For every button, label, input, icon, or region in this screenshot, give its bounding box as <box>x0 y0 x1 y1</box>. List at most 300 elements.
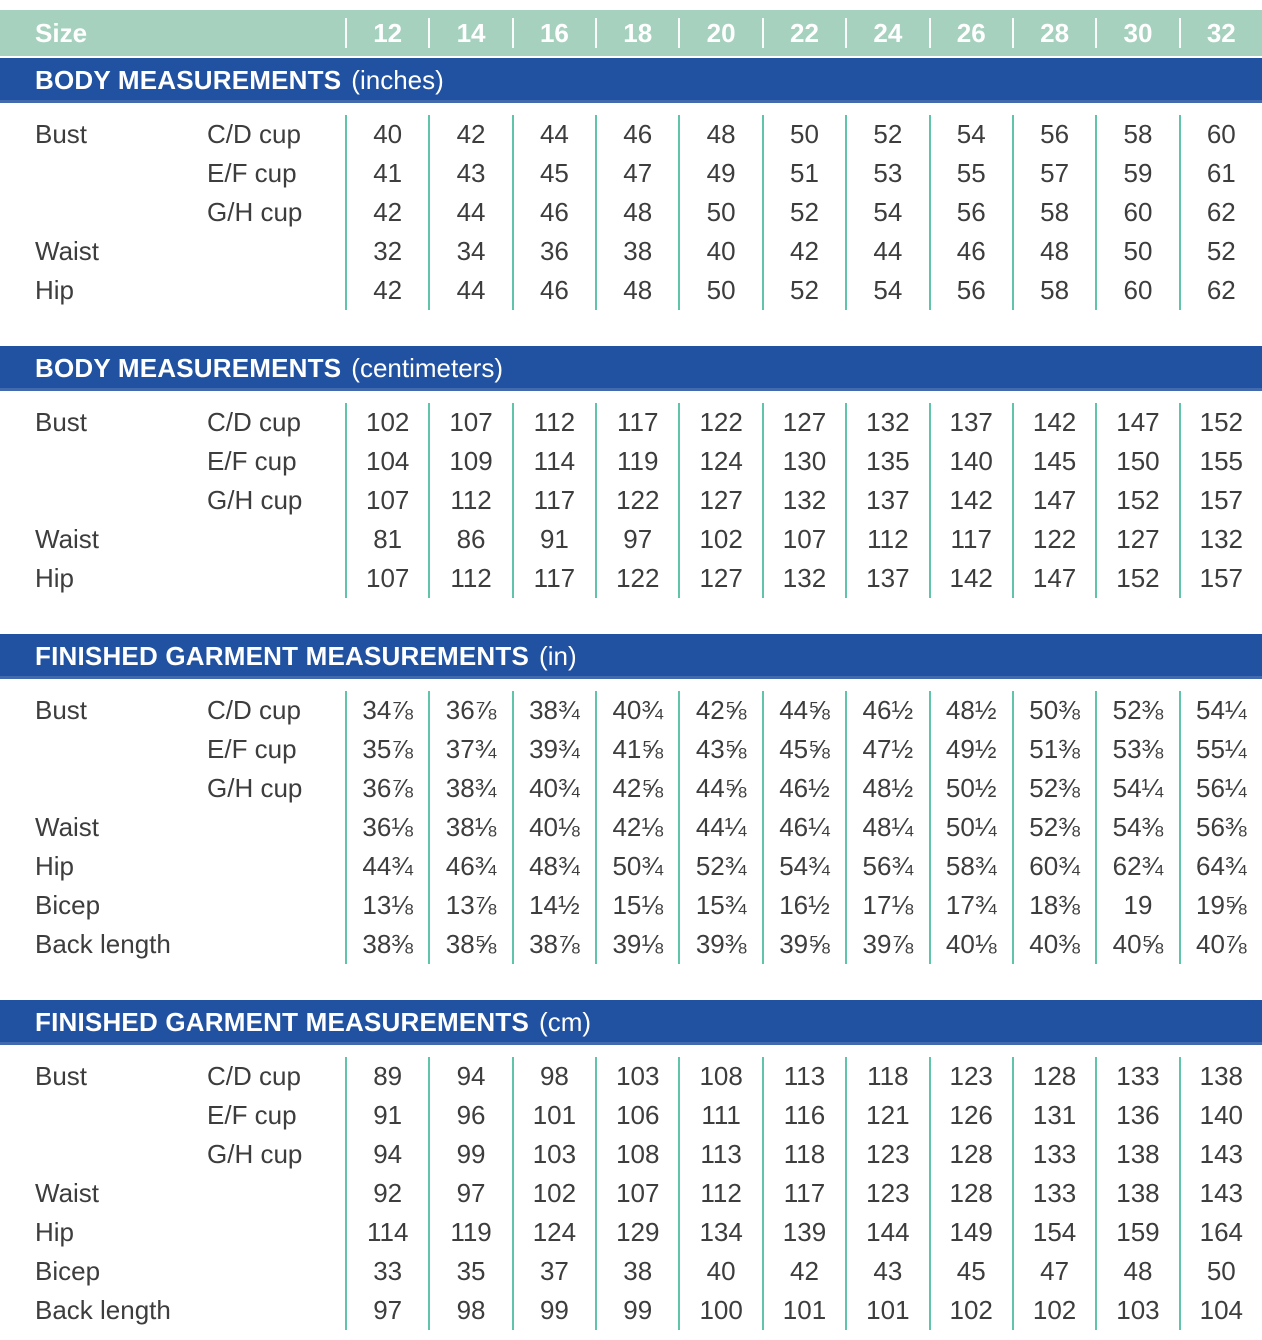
measurement-value-cell: 109 <box>428 442 511 481</box>
row-label <box>0 769 205 808</box>
size-label: Size <box>35 17 88 48</box>
measurement-value-cell: 50⅜ <box>1012 691 1095 730</box>
measurement-value-cell: 45⅝ <box>762 730 845 769</box>
measurement-value-cell: 50 <box>678 193 761 232</box>
measurement-value-cell: 54⅜ <box>1095 808 1178 847</box>
row-sublabel <box>205 232 345 271</box>
measurement-value-cell: 114 <box>345 1213 428 1252</box>
row-sublabel <box>205 559 345 598</box>
measurement-value-cell: 38 <box>595 232 678 271</box>
measurement-value-cell: 127 <box>1095 520 1178 559</box>
measurement-value-cell: 48½ <box>845 769 928 808</box>
row-sublabel <box>205 925 345 964</box>
measurement-value-cell: 127 <box>678 559 761 598</box>
table-rows <box>0 103 1262 320</box>
table-rows <box>0 1045 1262 1340</box>
measurement-value-cell: 13⅛ <box>345 886 428 925</box>
measurement-value-cell: 18⅜ <box>1012 886 1095 925</box>
measurement-value-cell: 35⅞ <box>345 730 428 769</box>
measurement-value-cell: 46 <box>595 115 678 154</box>
measurement-value-cell: 40⅝ <box>1095 925 1178 964</box>
measurement-value-cell: 46¼ <box>762 808 845 847</box>
measurement-value-cell: 94 <box>345 1135 428 1174</box>
row-sublabel <box>205 808 345 847</box>
measurement-value-cell: 50 <box>1095 232 1178 271</box>
measurement-value-cell: 39⅜ <box>678 925 761 964</box>
measurement-value-cell: 103 <box>512 1135 595 1174</box>
measurement-value-cell: 44 <box>845 232 928 271</box>
measurement-value-cell: 52 <box>762 271 845 310</box>
measurement-value-cell: 48 <box>595 193 678 232</box>
measurement-value-cell: 81 <box>345 520 428 559</box>
measurement-value-cell: 42 <box>345 271 428 310</box>
measurement-value-cell: 128 <box>929 1174 1012 1213</box>
measurement-value-cell: 39¾ <box>512 730 595 769</box>
size-column-header: 22 <box>762 18 845 48</box>
row-label: Bust <box>35 407 88 437</box>
row-sublabel: C/D cup <box>207 407 301 437</box>
measurement-value-cell: 98 <box>512 1057 595 1096</box>
measurement-value-cell: 44 <box>512 115 595 154</box>
measurement-value-cell: 42⅝ <box>595 769 678 808</box>
measurement-value-cell: 91 <box>345 1096 428 1135</box>
section-unit-label: (in) <box>539 641 577 671</box>
measurement-value-cell: 50¾ <box>595 847 678 886</box>
measurement-value-cell: 60¾ <box>1012 847 1095 886</box>
measurement-value-cell: 123 <box>845 1174 928 1213</box>
row-label: Waist <box>35 812 100 842</box>
measurement-value-cell: 19 <box>1095 886 1178 925</box>
measurement-value-cell: 41 <box>345 154 428 193</box>
measurement-value-cell: 64¾ <box>1179 847 1262 886</box>
row-label: Back length <box>35 1295 171 1325</box>
measurement-value-cell: 36⅛ <box>345 808 428 847</box>
row-sublabel: C/D cup <box>207 695 301 725</box>
size-column-header: 12 <box>345 18 428 48</box>
measurement-value-cell: 52⅜ <box>1012 808 1095 847</box>
measurement-value-cell: 46 <box>512 193 595 232</box>
measurement-value-cell: 138 <box>1095 1135 1178 1174</box>
measurement-value-cell: 54¼ <box>1179 691 1262 730</box>
row-label: Waist <box>35 1178 100 1208</box>
measurement-value-cell: 40⅛ <box>929 925 1012 964</box>
measurement-value-cell: 51 <box>762 154 845 193</box>
measurement-value-cell: 34⅞ <box>345 691 428 730</box>
measurement-value-cell: 112 <box>428 559 511 598</box>
section-unit-label: (centimeters) <box>351 353 503 383</box>
measurement-value-cell: 132 <box>1179 520 1262 559</box>
measurement-value-cell: 138 <box>1095 1174 1178 1213</box>
measurement-value-cell: 123 <box>929 1057 1012 1096</box>
row-label <box>0 442 205 481</box>
measurement-value-cell: 60 <box>1095 271 1178 310</box>
measurement-table <box>0 58 1262 320</box>
measurement-value-cell: 123 <box>845 1135 928 1174</box>
measurement-value-cell: 101 <box>845 1291 928 1330</box>
measurement-value-cell: 107 <box>762 520 845 559</box>
measurement-value-cell: 117 <box>929 520 1012 559</box>
measurement-value-cell: 44 <box>428 193 511 232</box>
measurement-value-cell: 121 <box>845 1096 928 1135</box>
measurement-value-cell: 40⅜ <box>1012 925 1095 964</box>
measurement-value-cell: 132 <box>845 403 928 442</box>
section-header-bar <box>0 1000 1262 1045</box>
measurement-value-cell: 55 <box>929 154 1012 193</box>
measurement-value-cell: 36 <box>512 232 595 271</box>
measurement-value-cell: 53 <box>845 154 928 193</box>
measurement-value-cell: 42⅛ <box>595 808 678 847</box>
measurement-value-cell: 45 <box>929 1252 1012 1291</box>
row-sublabel: C/D cup <box>207 119 301 149</box>
measurement-value-cell: 133 <box>1012 1135 1095 1174</box>
measurement-value-cell: 36⅞ <box>345 769 428 808</box>
measurement-value-cell: 138 <box>1179 1057 1262 1096</box>
measurement-value-cell: 40¾ <box>595 691 678 730</box>
measurement-value-cell: 131 <box>1012 1096 1095 1135</box>
measurement-value-cell: 97 <box>595 520 678 559</box>
measurement-value-cell: 112 <box>678 1174 761 1213</box>
measurement-value-cell: 112 <box>845 520 928 559</box>
measurement-table <box>0 346 1262 608</box>
measurement-value-cell: 58 <box>1095 115 1178 154</box>
measurement-value-cell: 40 <box>678 232 761 271</box>
row-label: Waist <box>35 236 100 266</box>
measurement-value-cell: 135 <box>845 442 928 481</box>
measurement-value-cell: 56¾ <box>845 847 928 886</box>
measurement-value-cell: 140 <box>1179 1096 1262 1135</box>
measurement-value-cell: 42 <box>345 193 428 232</box>
measurement-value-cell: 152 <box>1179 403 1262 442</box>
measurement-value-cell: 33 <box>345 1252 428 1291</box>
measurement-value-cell: 40 <box>345 115 428 154</box>
measurement-value-cell: 144 <box>845 1213 928 1252</box>
row-label <box>0 154 205 193</box>
measurement-value-cell: 89 <box>345 1057 428 1096</box>
measurement-value-cell: 154 <box>1012 1213 1095 1252</box>
measurement-value-cell: 48½ <box>929 691 1012 730</box>
measurement-value-cell: 143 <box>1179 1174 1262 1213</box>
measurement-value-cell: 15¾ <box>678 886 761 925</box>
measurement-value-cell: 101 <box>762 1291 845 1330</box>
size-column-header: 24 <box>845 18 928 48</box>
measurement-value-cell: 59 <box>1095 154 1178 193</box>
measurement-value-cell: 42⅝ <box>678 691 761 730</box>
measurement-value-cell: 99 <box>512 1291 595 1330</box>
measurement-value-cell: 50 <box>762 115 845 154</box>
measurement-value-cell: 157 <box>1179 481 1262 520</box>
measurement-value-cell: 44¼ <box>678 808 761 847</box>
row-label <box>0 1096 205 1135</box>
measurement-value-cell: 112 <box>512 403 595 442</box>
measurement-value-cell: 99 <box>428 1135 511 1174</box>
row-label <box>0 730 205 769</box>
measurement-value-cell: 136 <box>1095 1096 1178 1135</box>
section-title: BODY MEASUREMENTS <box>35 353 342 383</box>
measurement-value-cell: 150 <box>1095 442 1178 481</box>
row-label: Hip <box>35 563 75 593</box>
section-header-bar <box>0 58 1262 103</box>
measurement-value-cell: 61 <box>1179 154 1262 193</box>
measurement-value-cell: 54 <box>845 193 928 232</box>
measurement-value-cell: 48 <box>678 115 761 154</box>
measurement-value-cell: 44⅝ <box>762 691 845 730</box>
row-sublabel: E/F cup <box>207 1100 297 1130</box>
measurement-value-cell: 15⅛ <box>595 886 678 925</box>
measurement-value-cell: 50 <box>1179 1252 1262 1291</box>
measurement-value-cell: 100 <box>678 1291 761 1330</box>
measurement-value-cell: 41⅝ <box>595 730 678 769</box>
measurement-value-cell: 43 <box>428 154 511 193</box>
measurement-value-cell: 102 <box>929 1291 1012 1330</box>
measurement-value-cell: 152 <box>1095 481 1178 520</box>
measurement-value-cell: 38⅞ <box>512 925 595 964</box>
measurement-value-cell: 16½ <box>762 886 845 925</box>
measurement-value-cell: 46½ <box>845 691 928 730</box>
measurement-value-cell: 137 <box>845 559 928 598</box>
row-sublabel: C/D cup <box>207 1061 301 1091</box>
measurement-value-cell: 46 <box>512 271 595 310</box>
measurement-value-cell: 37 <box>512 1252 595 1291</box>
row-label <box>0 481 205 520</box>
size-column-header: 18 <box>595 18 678 48</box>
row-label: Hip <box>35 275 75 305</box>
measurement-value-cell: 32 <box>345 232 428 271</box>
measurement-value-cell: 19⅝ <box>1179 886 1262 925</box>
measurement-value-cell: 46¾ <box>428 847 511 886</box>
size-column-header: 14 <box>428 18 511 48</box>
row-sublabel <box>205 1252 345 1291</box>
measurement-value-cell: 60 <box>1179 115 1262 154</box>
measurement-value-cell: 103 <box>1095 1291 1178 1330</box>
measurement-value-cell: 124 <box>678 442 761 481</box>
measurement-table <box>0 634 1262 974</box>
measurement-value-cell: 56 <box>929 271 1012 310</box>
row-sublabel: E/F cup <box>207 446 297 476</box>
measurement-value-cell: 143 <box>1179 1135 1262 1174</box>
measurement-value-cell: 147 <box>1095 403 1178 442</box>
measurement-value-cell: 44¾ <box>345 847 428 886</box>
measurement-value-cell: 47 <box>1012 1252 1095 1291</box>
measurement-value-cell: 56 <box>1012 115 1095 154</box>
measurement-value-cell: 112 <box>428 481 511 520</box>
size-column-header: 32 <box>1179 18 1262 48</box>
measurement-value-cell: 45 <box>512 154 595 193</box>
measurement-value-cell: 51⅜ <box>1012 730 1095 769</box>
measurement-value-cell: 147 <box>1012 559 1095 598</box>
measurement-value-cell: 52¾ <box>678 847 761 886</box>
row-sublabel: G/H cup <box>207 197 303 227</box>
row-sublabel <box>205 520 345 559</box>
row-label: Bust <box>35 1061 88 1091</box>
row-sublabel <box>205 886 345 925</box>
measurement-value-cell: 111 <box>678 1096 761 1135</box>
measurement-value-cell: 47½ <box>845 730 928 769</box>
measurement-value-cell: 38 <box>595 1252 678 1291</box>
measurement-value-cell: 52 <box>762 193 845 232</box>
measurement-value-cell: 37¾ <box>428 730 511 769</box>
measurement-value-cell: 142 <box>1012 403 1095 442</box>
measurement-value-cell: 147 <box>1012 481 1095 520</box>
measurement-value-cell: 48 <box>595 271 678 310</box>
measurement-value-cell: 129 <box>595 1213 678 1252</box>
measurement-value-cell: 155 <box>1179 442 1262 481</box>
row-label: Hip <box>35 851 75 881</box>
section-header-bar <box>0 634 1262 679</box>
row-sublabel: G/H cup <box>207 485 303 515</box>
measurement-value-cell: 48 <box>1012 232 1095 271</box>
measurement-value-cell: 52 <box>1179 232 1262 271</box>
measurement-value-cell: 54¼ <box>1095 769 1178 808</box>
measurement-sections <box>0 58 1262 1340</box>
measurement-value-cell: 40¾ <box>512 769 595 808</box>
size-header-row <box>0 10 1262 56</box>
measurement-value-cell: 124 <box>512 1213 595 1252</box>
measurement-value-cell: 97 <box>428 1174 511 1213</box>
measurement-value-cell: 128 <box>929 1135 1012 1174</box>
measurement-value-cell: 102 <box>345 403 428 442</box>
measurement-value-cell: 117 <box>512 559 595 598</box>
measurement-value-cell: 48 <box>1095 1252 1178 1291</box>
measurement-value-cell: 127 <box>762 403 845 442</box>
measurement-value-cell: 117 <box>595 403 678 442</box>
measurement-value-cell: 97 <box>345 1291 428 1330</box>
measurement-value-cell: 130 <box>762 442 845 481</box>
measurement-value-cell: 113 <box>762 1057 845 1096</box>
measurement-value-cell: 137 <box>929 403 1012 442</box>
measurement-value-cell: 42 <box>762 1252 845 1291</box>
measurement-value-cell: 133 <box>1095 1057 1178 1096</box>
measurement-value-cell: 38⅝ <box>428 925 511 964</box>
measurement-value-cell: 56¼ <box>1179 769 1262 808</box>
measurement-value-cell: 52⅜ <box>1012 769 1095 808</box>
measurement-value-cell: 42 <box>428 115 511 154</box>
measurement-value-cell: 46 <box>929 232 1012 271</box>
measurement-value-cell: 43⅝ <box>678 730 761 769</box>
measurement-value-cell: 40⅞ <box>1179 925 1262 964</box>
measurement-value-cell: 114 <box>512 442 595 481</box>
measurement-value-cell: 14½ <box>512 886 595 925</box>
measurement-value-cell: 103 <box>595 1057 678 1096</box>
measurement-value-cell: 52 <box>845 115 928 154</box>
measurement-value-cell: 62¾ <box>1095 847 1178 886</box>
size-column-header: 26 <box>929 18 1012 48</box>
measurement-value-cell: 107 <box>345 559 428 598</box>
section-unit-label: (inches) <box>351 65 444 95</box>
row-sublabel <box>205 271 345 310</box>
measurement-value-cell: 118 <box>762 1135 845 1174</box>
measurement-value-cell: 54 <box>845 271 928 310</box>
measurement-value-cell: 38⅛ <box>428 808 511 847</box>
row-sublabel: G/H cup <box>207 773 303 803</box>
row-sublabel: E/F cup <box>207 158 297 188</box>
measurement-value-cell: 102 <box>1012 1291 1095 1330</box>
measurement-value-cell: 122 <box>595 559 678 598</box>
measurement-value-cell: 58 <box>1012 271 1095 310</box>
measurement-value-cell: 152 <box>1095 559 1178 598</box>
measurement-value-cell: 62 <box>1179 271 1262 310</box>
table-rows <box>0 679 1262 974</box>
row-sublabel: E/F cup <box>207 734 297 764</box>
measurement-value-cell: 164 <box>1179 1213 1262 1252</box>
measurement-value-cell: 104 <box>1179 1291 1262 1330</box>
measurement-value-cell: 94 <box>428 1057 511 1096</box>
measurement-value-cell: 157 <box>1179 559 1262 598</box>
row-label: Bicep <box>35 1256 101 1286</box>
measurement-value-cell: 102 <box>512 1174 595 1213</box>
measurement-value-cell: 50 <box>678 271 761 310</box>
measurement-value-cell: 39⅛ <box>595 925 678 964</box>
row-sublabel: G/H cup <box>207 1139 303 1169</box>
measurement-value-cell: 137 <box>845 481 928 520</box>
measurement-value-cell: 108 <box>595 1135 678 1174</box>
measurement-value-cell: 34 <box>428 232 511 271</box>
measurement-value-cell: 91 <box>512 520 595 559</box>
row-label: Bust <box>35 119 88 149</box>
measurement-value-cell: 40 <box>678 1252 761 1291</box>
measurement-value-cell: 58¾ <box>929 847 1012 886</box>
measurement-value-cell: 116 <box>762 1096 845 1135</box>
row-label: Back length <box>35 929 171 959</box>
measurement-value-cell: 96 <box>428 1096 511 1135</box>
measurement-value-cell: 122 <box>595 481 678 520</box>
row-sublabel <box>205 1291 345 1330</box>
measurement-value-cell: 35 <box>428 1252 511 1291</box>
section-title: FINISHED GARMENT MEASUREMENTS <box>35 641 530 671</box>
row-label: Bicep <box>35 890 101 920</box>
measurement-value-cell: 40⅛ <box>512 808 595 847</box>
measurement-value-cell: 50¼ <box>929 808 1012 847</box>
measurement-value-cell: 47 <box>595 154 678 193</box>
measurement-value-cell: 133 <box>1012 1174 1095 1213</box>
measurement-value-cell: 56 <box>929 193 1012 232</box>
measurement-value-cell: 49 <box>678 154 761 193</box>
measurement-value-cell: 44⅝ <box>678 769 761 808</box>
measurement-value-cell: 13⅞ <box>428 886 511 925</box>
measurement-value-cell: 43 <box>845 1252 928 1291</box>
measurement-value-cell: 36⅞ <box>428 691 511 730</box>
row-label: Bust <box>35 695 88 725</box>
row-sublabel <box>205 1174 345 1213</box>
measurement-value-cell: 44 <box>428 271 511 310</box>
measurement-value-cell: 127 <box>678 481 761 520</box>
measurement-value-cell: 53⅜ <box>1095 730 1178 769</box>
measurement-value-cell: 118 <box>845 1057 928 1096</box>
measurement-value-cell: 48¼ <box>845 808 928 847</box>
measurement-value-cell: 108 <box>678 1057 761 1096</box>
section-unit-label: (cm) <box>539 1007 592 1037</box>
measurement-value-cell: 42 <box>762 232 845 271</box>
measurement-value-cell: 117 <box>512 481 595 520</box>
measurement-value-cell: 62 <box>1179 193 1262 232</box>
measurement-value-cell: 159 <box>1095 1213 1178 1252</box>
section-header-bar <box>0 346 1262 391</box>
measurement-value-cell: 128 <box>1012 1057 1095 1096</box>
row-sublabel <box>205 847 345 886</box>
measurement-value-cell: 50½ <box>929 769 1012 808</box>
measurement-value-cell: 57 <box>1012 154 1095 193</box>
measurement-value-cell: 107 <box>345 481 428 520</box>
measurement-value-cell: 119 <box>428 1213 511 1252</box>
measurement-value-cell: 113 <box>678 1135 761 1174</box>
measurement-value-cell: 54 <box>929 115 1012 154</box>
measurement-table <box>0 1000 1262 1340</box>
measurement-value-cell: 140 <box>929 442 1012 481</box>
measurement-value-cell: 55¼ <box>1179 730 1262 769</box>
section-title: FINISHED GARMENT MEASUREMENTS <box>35 1007 530 1037</box>
row-label <box>0 193 205 232</box>
measurement-value-cell: 49½ <box>929 730 1012 769</box>
measurement-value-cell: 56⅜ <box>1179 808 1262 847</box>
